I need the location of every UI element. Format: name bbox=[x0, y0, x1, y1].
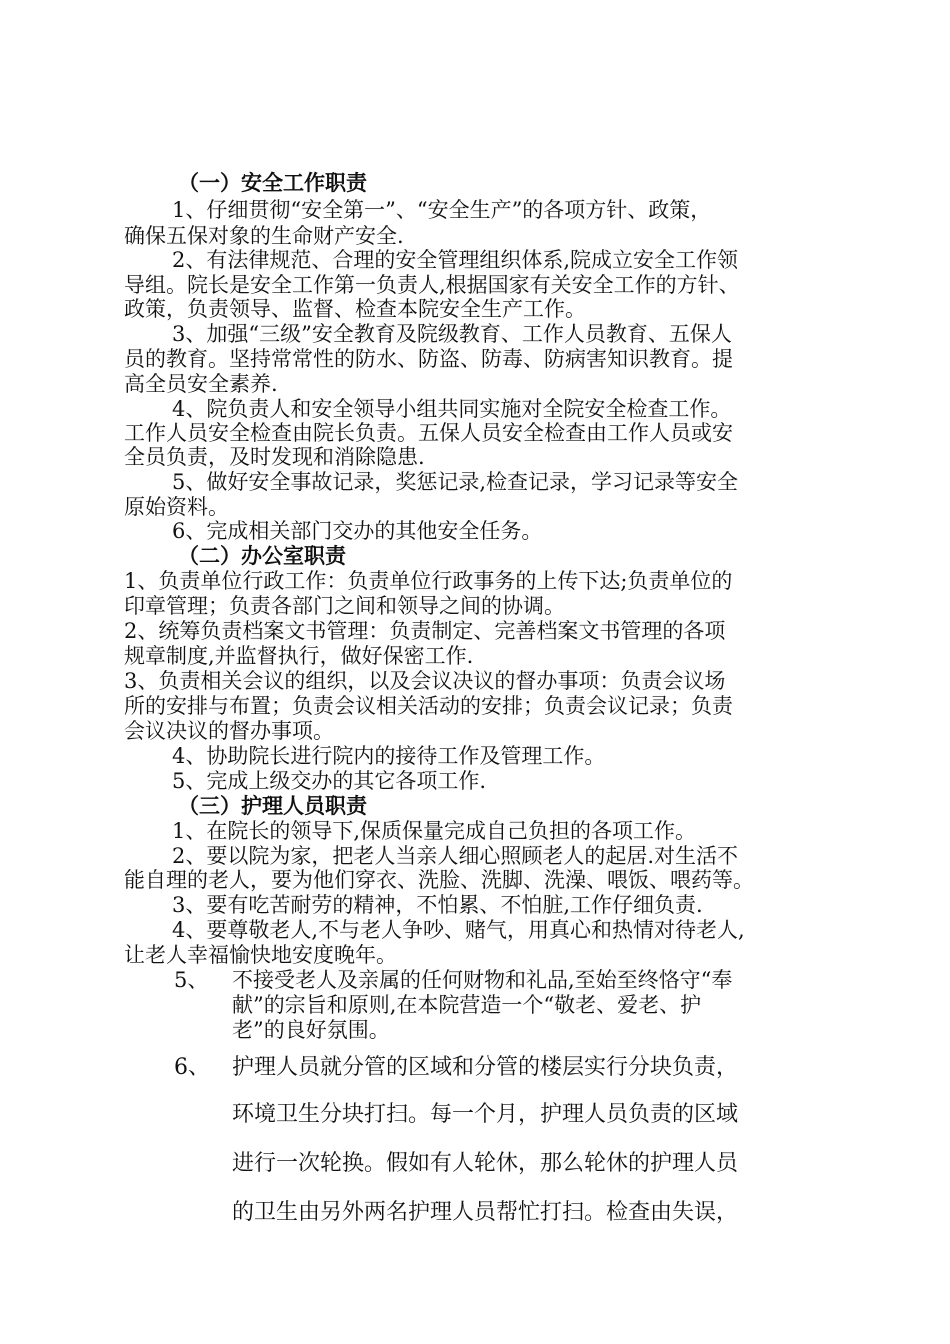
paragraph-line: 印章管理；负责各部门之间和领导之间的协调。 bbox=[124, 594, 565, 618]
paragraph-line: 4、院负责人和安全领导小组共同实施对全院安全检查工作。 bbox=[172, 397, 732, 421]
list-item-line: 进行一次轮换。假如有人轮休，那么轮休的护理人员 bbox=[232, 1151, 739, 1176]
paragraph-line: 2、统筹负责档案文书管理：负责制定、完善档案文书管理的各项 bbox=[124, 619, 726, 643]
paragraph-line: 3、负责相关会议的组织，以及会议决议的督办事项：负责会议场 bbox=[124, 669, 726, 693]
list-number: 5、 bbox=[174, 968, 209, 992]
list-item-line: 护理人员就分管的区域和分管的楼层实行分块负责， bbox=[232, 1055, 739, 1080]
paragraph-line: 2、要以院为家，把老人当亲人细心照顾老人的起居.对生活不 bbox=[172, 844, 739, 868]
paragraph-line: 让老人幸福愉快地安度晚年。 bbox=[124, 943, 397, 967]
paragraph-line: 1、负责单位行政工作：负责单位行政事务的上传下达;负责单位的 bbox=[124, 569, 733, 593]
paragraph-line: 原始资料。 bbox=[124, 495, 229, 519]
paragraph-line: 6、完成相关部门交办的其他安全任务。 bbox=[172, 519, 543, 543]
paragraph-line: 2、有法律规范、合理的安全管理组织体系,院成立安全工作领 bbox=[172, 248, 739, 272]
paragraph-line: 5、做好安全事故记录，奖惩记录,检查记录，学习记录等安全 bbox=[172, 470, 739, 494]
list-item-line: 献”的宗旨和原则,在本院营造一个“敬老、爱老、护 bbox=[232, 993, 702, 1017]
paragraph-line: 全员负责，及时发现和消除隐患. bbox=[124, 445, 425, 469]
paragraph-line: 4、协助院长进行院内的接待工作及管理工作。 bbox=[172, 744, 606, 768]
paragraph-line: 1、在院长的领导下,保质保量完成自己负担的各项工作。 bbox=[172, 819, 697, 843]
list-item-line: 环境卫生分块打扫。每一个月，护理人员负责的区域 bbox=[232, 1102, 739, 1127]
paragraph-line: 3、加强“三级”安全教育及院级教育、工作人员教育、五保人 bbox=[172, 322, 732, 346]
paragraph-line: 高全员安全素养. bbox=[124, 372, 278, 396]
paragraph-line: 1、仔细贯彻“安全第一”、“安全生产”的各项方针、政策， bbox=[172, 198, 712, 222]
paragraph-line: 会议决议的督办事项。 bbox=[124, 719, 334, 743]
list-item-line: 不接受老人及亲属的任何财物和礼品,至始至终恪守“奉 bbox=[232, 968, 733, 992]
section-heading-nursing: （三）护理人员职责 bbox=[178, 793, 367, 818]
section-heading-safety: （一）安全工作职责 bbox=[178, 170, 367, 195]
paragraph-line: 4、要尊敬老人,不与老人争吵、赌气，用真心和热情对待老人, bbox=[172, 918, 745, 942]
paragraph-line: 5、完成上级交办的其它各项工作. bbox=[172, 769, 487, 793]
paragraph-line: 规章制度,并监督执行，做好保密工作. bbox=[124, 644, 474, 668]
list-item-line: 老”的良好氛围。 bbox=[232, 1018, 390, 1042]
paragraph-line: 确保五保对象的生命财产安全. bbox=[124, 224, 404, 248]
paragraph-line: 导组。院长是安全工作第一负责人,根据国家有关安全工作的方针、 bbox=[124, 273, 740, 297]
section-heading-office: （二）办公室职责 bbox=[178, 543, 346, 568]
list-number: 6、 bbox=[174, 1055, 210, 1080]
paragraph-line: 员的教育。坚持常常性的防水、防盗、防毒、防病害知识教育。提 bbox=[124, 347, 733, 371]
paragraph-line: 3、要有吃苦耐劳的精神，不怕累、不怕脏,工作仔细负责. bbox=[172, 893, 703, 917]
paragraph-line: 能自理的老人，要为他们穿衣、洗脸、洗脚、洗澡、喂饭、喂药等。 bbox=[124, 868, 754, 892]
paragraph-line: 工作人员安全检查由院长负责。五保人员安全检查由工作人员或安 bbox=[124, 421, 733, 445]
paragraph-line: 所的安排与布置；负责会议相关活动的安排；负责会议记录；负责 bbox=[124, 694, 733, 718]
list-item-line: 的卫生由另外两名护理人员帮忙打扫。检查由失误， bbox=[232, 1200, 739, 1225]
paragraph-line: 政策，负责领导、监督、检查本院安全生产工作。 bbox=[124, 297, 586, 321]
